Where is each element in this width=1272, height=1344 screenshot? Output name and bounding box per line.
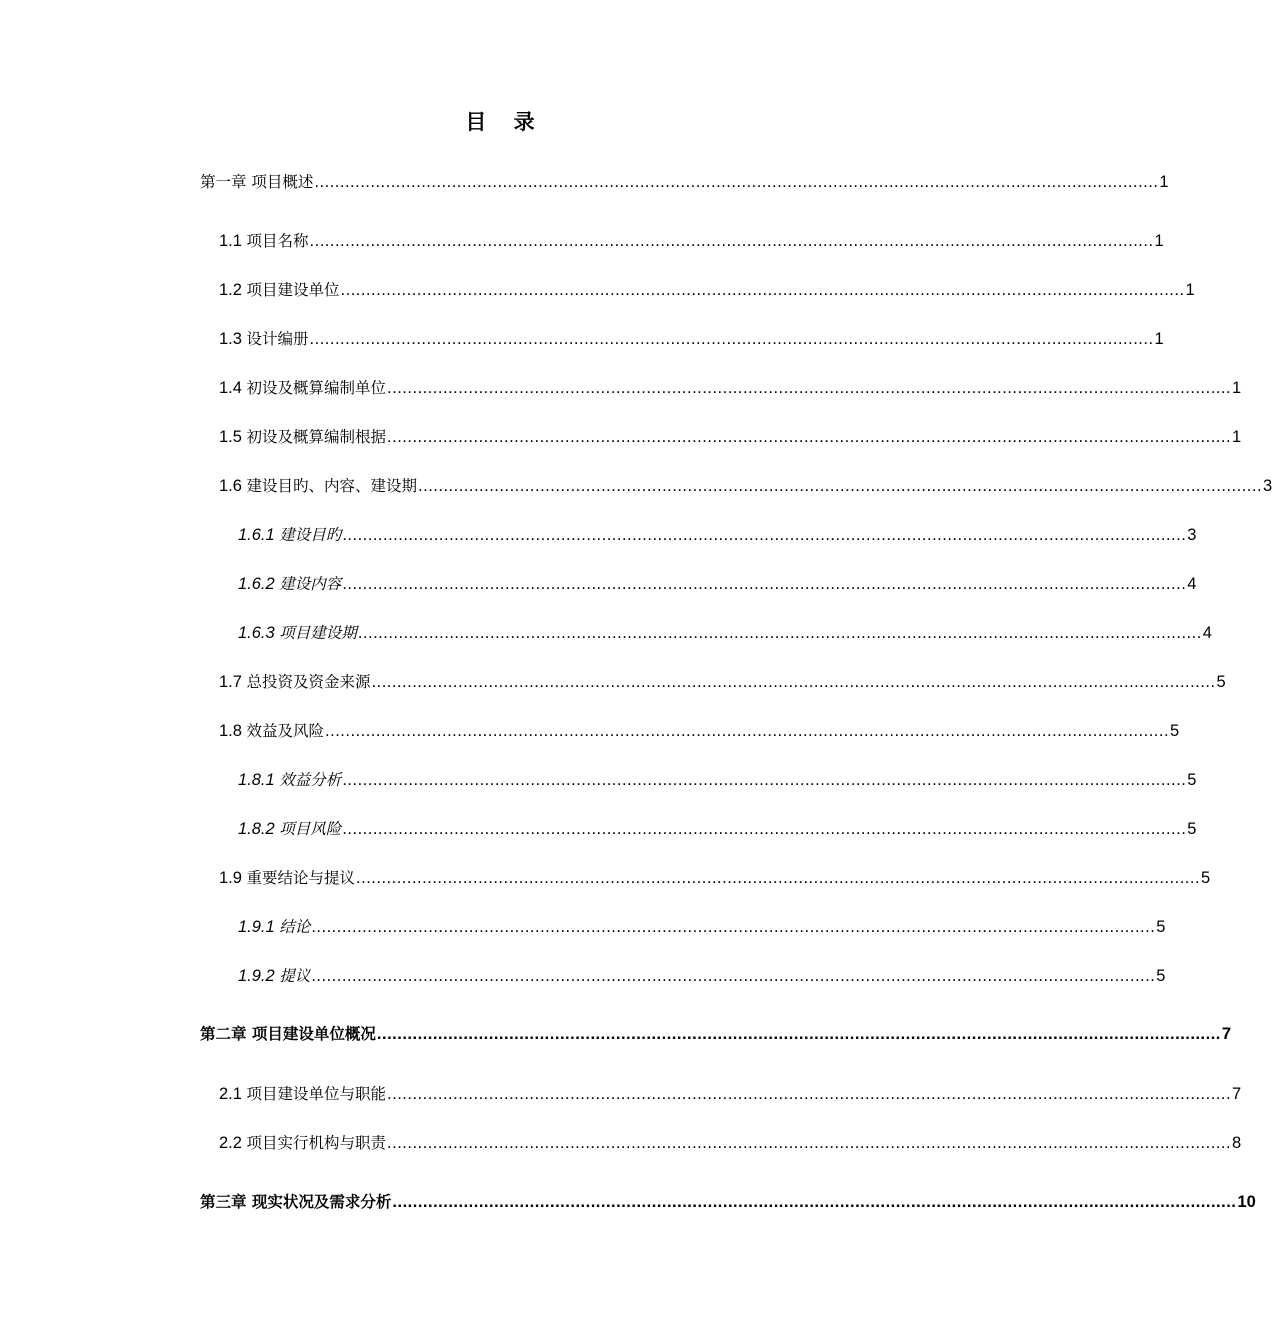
toc-page-number: 1 <box>1232 428 1242 446</box>
toc-entry-text: 提议 <box>279 967 311 985</box>
toc-entry-number: 1.6.3 <box>238 624 275 642</box>
toc-entry-number: 1.8.1 <box>238 771 275 789</box>
toc-entry-number: 1.8 <box>219 722 242 740</box>
toc-entry-number: 1.6.1 <box>238 526 275 544</box>
toc-leader-dots: ...................................................................................................................................................................... <box>387 1085 1232 1103</box>
toc-leader-dots: ...................................................................................................................................................................... <box>314 173 1159 191</box>
toc-leader-dots: ...................................................................................................................................................................... <box>387 379 1232 397</box>
toc-leader-dots: ...................................................................................................................................................................... <box>342 526 1187 544</box>
toc-entry-1-4[interactable] <box>219 376 1242 400</box>
toc-entry-chapter-1[interactable] <box>200 170 1169 194</box>
toc-page-number: 4 <box>1187 575 1197 593</box>
toc-page-number: 5 <box>1201 869 1211 887</box>
toc-page-number: 7 <box>1221 1025 1232 1043</box>
toc-page-number: 1 <box>1232 379 1242 397</box>
toc-entry-number: 1.3 <box>219 330 242 348</box>
toc-entry-1-8-2[interactable] <box>238 817 1197 841</box>
toc-entry-1-6-2[interactable] <box>238 572 1197 596</box>
toc-page-number: 1 <box>1185 281 1195 299</box>
toc-entry-text: 初设及概算编制根据 <box>246 428 387 446</box>
toc-entry-text: 第一章 项目概述 <box>200 173 314 191</box>
toc-entry-chapter-2[interactable] <box>200 1022 1232 1046</box>
toc-entry-text: 项目建设期 <box>279 624 357 642</box>
toc-leader-dots: ...................................................................................................................................................................... <box>342 771 1187 789</box>
toc-entry-1-8-1[interactable] <box>238 768 1197 792</box>
toc-leader-dots: ...................................................................................................................................................................... <box>311 967 1156 985</box>
toc-leader-dots: ...................................................................................................................................................................... <box>309 330 1154 348</box>
toc-page-number: 5 <box>1216 673 1226 691</box>
toc-entry-text: 结论 <box>279 918 311 936</box>
toc-entry-number: 1.6 <box>219 477 242 495</box>
toc-leader-dots: ...................................................................................................................................................................... <box>311 918 1156 936</box>
toc-leader-dots: ...................................................................................................................................................................... <box>371 673 1216 691</box>
toc-entry-number: 1.7 <box>219 673 242 691</box>
toc-entry-text: 建设内容 <box>279 575 342 593</box>
toc-entry-number: 1.6.2 <box>238 575 275 593</box>
toc-entry-text: 建设目旳 <box>279 526 342 544</box>
toc-page-number: 5 <box>1156 918 1166 936</box>
toc-leader-dots: ...................................................................................................................................................................... <box>387 1134 1232 1152</box>
toc-entry-number: 1.4 <box>219 379 242 397</box>
toc-page-number: 1 <box>1159 173 1169 191</box>
toc-entry-text: 项目实行机构与职责 <box>246 1134 387 1152</box>
toc-entry-text: 项目建设单位与职能 <box>246 1085 387 1103</box>
toc-title: 目 录 <box>465 110 545 134</box>
toc-entry-1-7[interactable] <box>219 670 1226 694</box>
toc-entry-chapter-3[interactable] <box>200 1190 1256 1214</box>
toc-leader-dots: ...................................................................................................................................................................... <box>342 820 1187 838</box>
toc-entry-1-9-2[interactable] <box>238 964 1166 988</box>
toc-page-number: 5 <box>1170 722 1180 740</box>
toc-entry-1-3[interactable] <box>219 327 1164 351</box>
toc-page-number: 1 <box>1154 330 1164 348</box>
toc-entry-2-2[interactable] <box>219 1131 1242 1155</box>
toc-entry-text: 建设目旳、内容、建设期 <box>246 477 418 495</box>
toc-entry-number: 1.5 <box>219 428 242 446</box>
toc-entry-1-9[interactable] <box>219 866 1211 890</box>
toc-entry-text: 初设及概算编制单位 <box>246 379 387 397</box>
toc-entry-number: 1.1 <box>219 232 242 250</box>
toc-leader-dots: ...................................................................................................................................................................... <box>357 624 1202 642</box>
toc-entry-number: 2.2 <box>219 1134 242 1152</box>
toc-entry-1-5[interactable] <box>219 425 1242 449</box>
toc-page-number: 10 <box>1237 1193 1256 1211</box>
toc-entry-number: 1.9 <box>219 869 242 887</box>
toc-leader-dots: ...................................................................................................................................................................... <box>387 428 1232 446</box>
toc-entry-1-6[interactable] <box>219 474 1272 498</box>
toc-page-number: 3 <box>1263 477 1272 495</box>
toc-entry-1-8[interactable] <box>219 719 1180 743</box>
toc-entry-text: 第二章 项目建设单位概况 <box>200 1025 376 1043</box>
toc-entry-text: 效益及风险 <box>246 722 325 740</box>
toc-leader-dots: ...................................................................................................................................................................... <box>342 575 1187 593</box>
toc-leader-dots: ...................................................................................................................................................................... <box>340 281 1185 299</box>
toc-page-number: 5 <box>1187 820 1197 838</box>
toc-entry-text: 项目风险 <box>279 820 342 838</box>
toc-entry-2-1[interactable] <box>219 1082 1242 1106</box>
toc-page-number: 1 <box>1154 232 1164 250</box>
toc-entry-text: 项目名称 <box>246 232 309 250</box>
toc-entry-1-6-1[interactable] <box>238 523 1197 547</box>
toc-entry-1-2[interactable] <box>219 278 1195 302</box>
toc-entry-number: 1.9.2 <box>238 967 275 985</box>
toc-page-number: 5 <box>1156 967 1166 985</box>
toc-entry-text: 设计编册 <box>246 330 309 348</box>
toc-page-number: 8 <box>1232 1134 1242 1152</box>
toc-entry-text: 重要结论与提议 <box>246 869 356 887</box>
toc-entry-number: 2.1 <box>219 1085 242 1103</box>
toc-entry-text: 总投资及资金来源 <box>246 673 371 691</box>
toc-entry-text: 项目建设单位 <box>246 281 340 299</box>
toc-leader-dots: ...................................................................................................................................................................... <box>418 477 1263 495</box>
toc-entry-number: 1.2 <box>219 281 242 299</box>
toc-entry-1-9-1[interactable] <box>238 915 1166 939</box>
toc-entry-1-1[interactable] <box>219 229 1164 253</box>
toc-entry-text: 效益分析 <box>279 771 342 789</box>
toc-leader-dots: ...................................................................................................................................................................... <box>376 1025 1221 1043</box>
toc-page-number: 7 <box>1232 1085 1242 1103</box>
toc-leader-dots: ...................................................................................................................................................................... <box>309 232 1154 250</box>
toc-page-number: 5 <box>1187 771 1197 789</box>
toc-leader-dots: ...................................................................................................................................................................... <box>325 722 1170 740</box>
toc-entry-1-6-3[interactable] <box>238 621 1212 645</box>
toc-page-number: 4 <box>1202 624 1212 642</box>
toc-leader-dots: ...................................................................................................................................................................... <box>356 869 1201 887</box>
toc-leader-dots: ...................................................................................................................................................................... <box>392 1193 1237 1211</box>
toc-entry-number: 1.9.1 <box>238 918 275 936</box>
toc-page-number: 3 <box>1187 526 1197 544</box>
toc-entry-number: 1.8.2 <box>238 820 275 838</box>
toc-entry-text: 第三章 现实状况及需求分析 <box>200 1193 392 1211</box>
